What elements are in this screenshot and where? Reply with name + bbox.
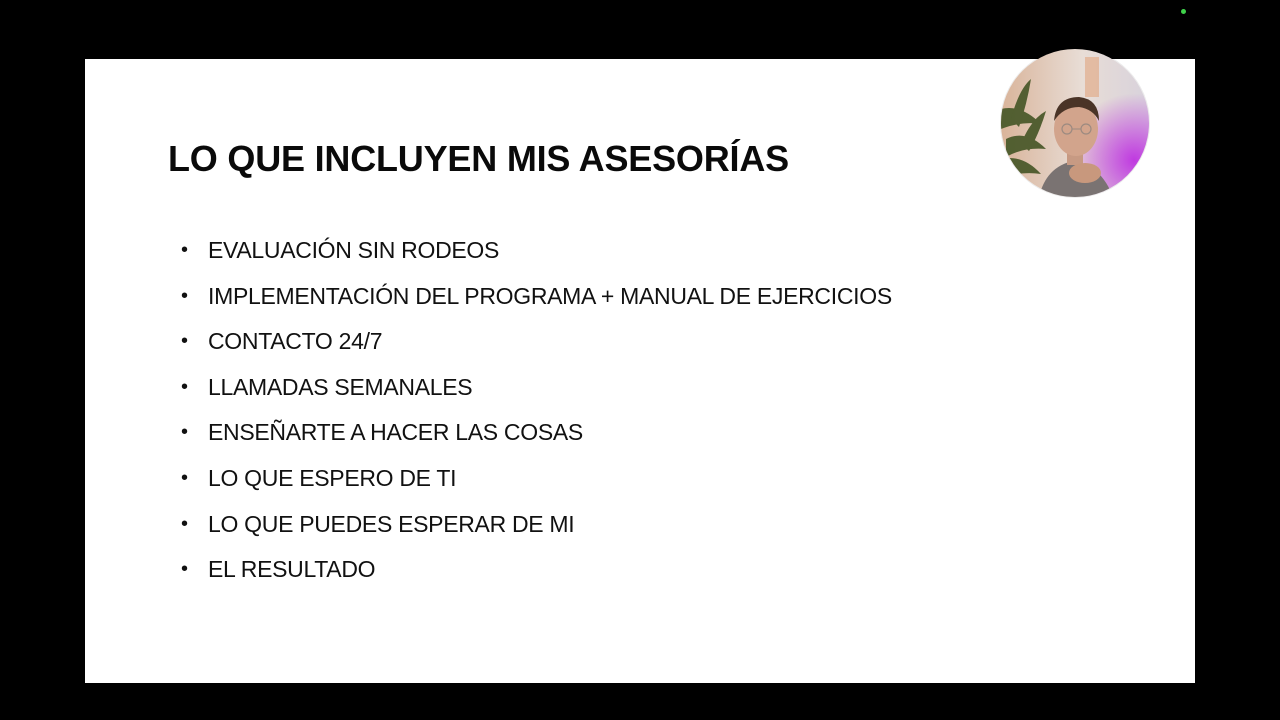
bullet-text: LO QUE PUEDES ESPERAR DE MI xyxy=(208,510,575,537)
bullet-marker: • xyxy=(181,330,189,353)
recording-indicator-dot xyxy=(1181,9,1186,14)
bullet-marker: • xyxy=(181,421,189,444)
bullet-text: IMPLEMENTACIÓN DEL PROGRAMA + MANUAL DE EJERCICIOS xyxy=(208,282,892,309)
bullet-marker: • xyxy=(181,375,189,398)
bullet-text: LO QUE ESPERO DE TI xyxy=(208,464,457,491)
bullet-marker: • xyxy=(181,239,189,261)
bullet-marker: • xyxy=(181,284,189,307)
bullet-marker: • xyxy=(181,512,189,535)
bullet-text: EVALUACIÓN SIN RODEOS xyxy=(208,237,500,263)
bullet-text: CONTACTO 24/7 xyxy=(208,328,383,355)
slide-title: LO QUE INCLUYEN MIS ASESORÍAS xyxy=(168,138,789,179)
bullet-text: ENSEÑARTE A HACER LAS COSAS xyxy=(208,419,583,446)
bullet-text: EL RESULTADO xyxy=(208,556,376,583)
bullet-marker: • xyxy=(181,466,189,489)
presenter-webcam-icon xyxy=(1001,49,1149,197)
bullet-marker: • xyxy=(181,558,189,581)
bullet-text: LLAMADAS SEMANALES xyxy=(208,373,473,400)
